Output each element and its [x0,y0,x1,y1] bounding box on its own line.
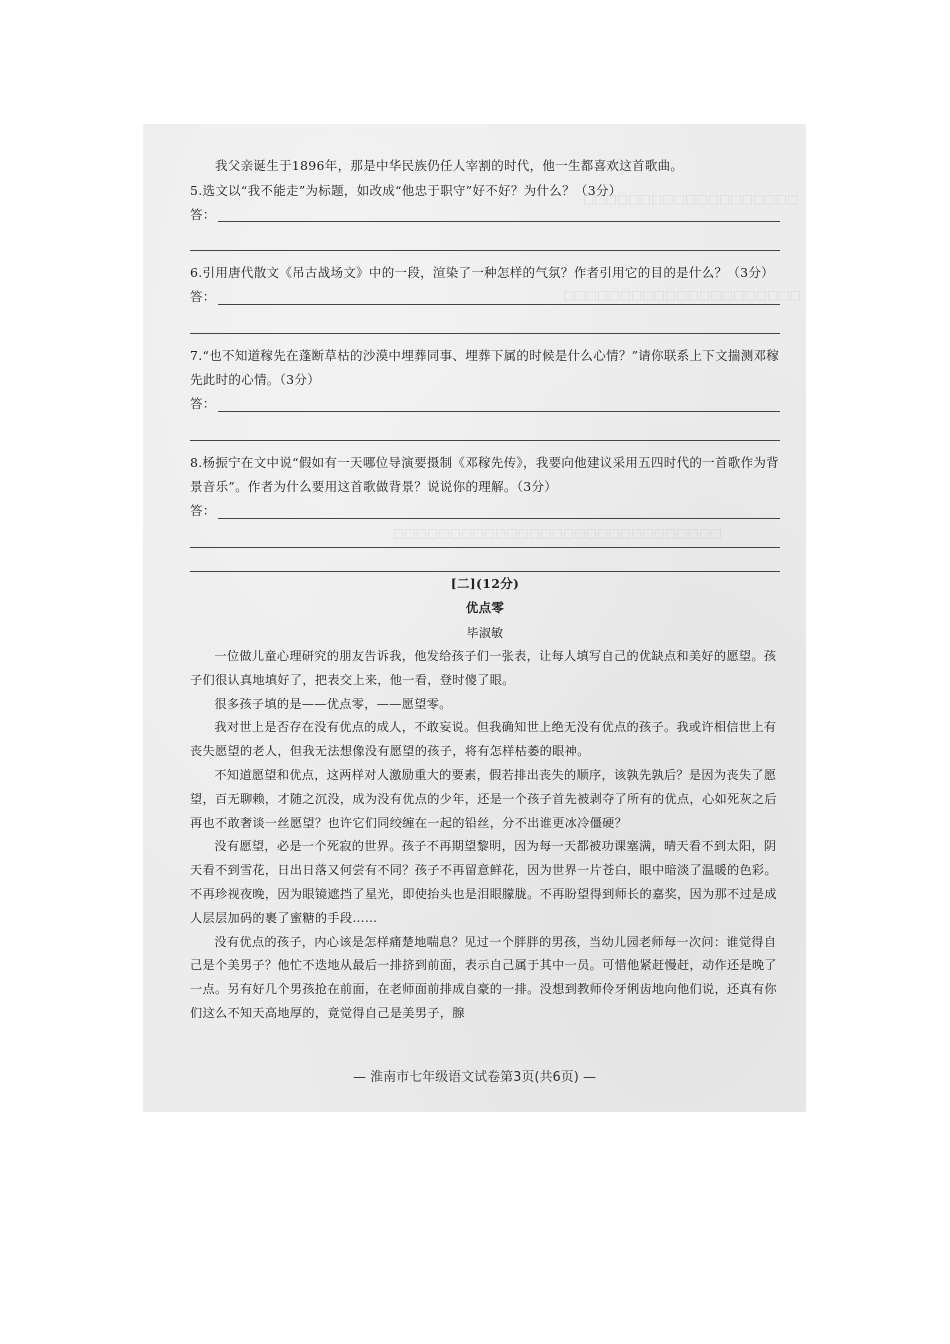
article-title: 优点零 [465,600,505,615]
bleed-through-text: □□□□□□□□□□□□□□□□□□□□□□□□□□□□□ [393,526,722,540]
passage-last-line: 我父亲诞生于1896年，那是中华民族仍任人宰割的时代，他一生都喜欢这首歌曲。 [215,158,684,173]
question-5: 5.选文以“我不能走”为标题，如改成“他忠于职守”好不好？为什么？（3分） [190,182,622,198]
answer-rule [218,518,780,519]
bleed-through-text: □□□□□□□□□□□□□□□□□□□ [583,192,799,206]
answer-label: 答： [190,289,216,304]
answer-rule-extra[interactable] [190,524,780,548]
exam-content [190,154,780,1026]
answer-line-6[interactable] [190,286,780,310]
answer-rule [218,411,780,412]
answer-line-7[interactable] [190,393,780,417]
article-author: 毕淑敏 [466,625,504,640]
paragraph: 没有优点的孩子，内心该是怎样痛楚地喘息？见过一个胖胖的男孩，当幼儿园老师每一次问：谁觉得自己是个美男子？他忙不迭地从最后一排挤到前面，表示自己属于其中一员。可惜他紧赶慢赶，动作还是晚了一点。另有好几个男孩抢在前面，在老师面前排成自豪的一排。没想到教师伶牙俐齿地向他们说，还真有你们这么不知天高地厚的，竟觉得自己是美男子，腺 [190,934,777,1020]
question-8: 8.杨振宁在文中说“假如有一天哪位导演要摄制《邓稼先传》，我要向他建议采用五四时代的一首歌作为背景音乐”。作者为什么要用这首歌做背景？说说你的理解。（3分） [190,454,779,494]
paragraph: 我对世上是否存在没有优点的成人，不敢妄说。但我确知世上绝无没有优点的孩子。我或许相信世上有丧失愿望的老人，但我无法想像没有愿望的孩子，将有怎样枯萎的眼神。 [190,720,777,759]
answer-line-5[interactable] [190,203,780,227]
article-body [190,645,780,1026]
answer-rule-extra[interactable] [190,310,780,334]
question-6: 6.引用唐代散文《吊古战场文》中的一段，渲染了一种怎样的气氛？作者引用它的目的是什么？（3分） [190,265,774,280]
page-footer: — 淮南市七年级语文试卷第3页(共6页) — [353,1070,596,1085]
bleed-through-text: □□□□□□□□□□□□□□□□□□□□□ [563,288,802,302]
paragraph: 不知道愿望和优点，这两样对人激励重大的要素，假若排出丧失的顺序，该孰先孰后？是因为丧失了愿望，百无聊赖，才随之沉没，成为没有优点的少年，还是一个孩子首先被剥夺了所有的优点，心如死灰之后再也不敢奢谈一丝愿望？也许它们同绞缠在一起的铅丝，分不出谁更冰冷僵硬？ [190,767,777,830]
answer-rule-extra[interactable] [190,227,780,251]
question-7: 7.“也不知道稼先在蓬断草枯的沙漠中埋葬同事、埋葬下属的时候是什么心情？”请你联系上下文揣测邓稼先此时的心情。（3分） [190,347,780,387]
answer-label: 答： [190,206,216,222]
paragraph: 很多孩子填的是——优点零，——愿望零。 [214,696,452,711]
answer-rule [218,304,780,305]
exam-page [143,124,806,1112]
answer-label: 答： [190,396,216,411]
answer-rule-extra[interactable] [190,417,780,441]
answer-line-8[interactable] [190,500,780,524]
answer-rule-extra[interactable] [190,548,780,572]
answer-label: 答： [190,503,216,518]
answer-rule [218,221,780,222]
section-heading: [二](12分) [450,575,520,591]
paragraph: 一位做儿童心理研究的朋友告诉我，他发给孩子们一张表，让每人填写自己的优缺点和美好的愿望。孩子们很认真地填好了，把表交上来，他一看，登时傻了眼。 [190,649,777,687]
paragraph: 没有愿望，必是一个死寂的世界。孩子不再期望黎明，因为每一天都被功课塞满，晴天看不到太阳，阴天看不到雪花，日出日落又何尝有不同？孩子不再留意鲜花，因为世界一片苍白，眼中暗淡了温暖的色彩。不再珍视夜晚，因为眼镜遮挡了星光，即使抬头也是泪眼朦胧。不再盼望得到师长的嘉奖，因为那不过是成人层层加码的裹了蜜糖的手段…… [190,839,777,925]
